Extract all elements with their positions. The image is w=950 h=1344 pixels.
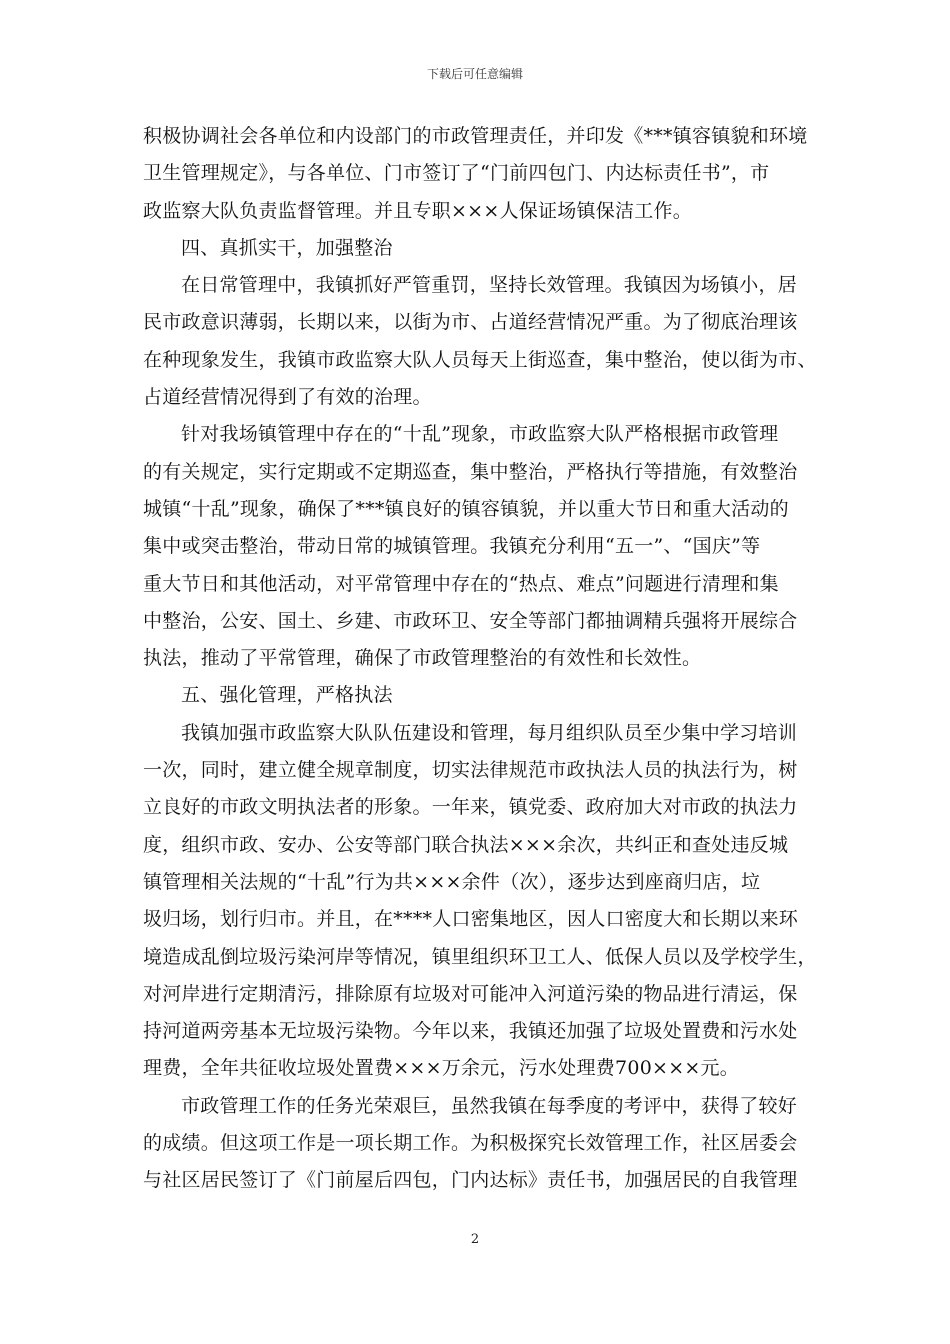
document-body	[143, 118, 823, 1200]
text-line: 城镇“十乱”现象，确保了***镇良好的镇容镇貌，并以重大节日和重大活动的	[143, 497, 789, 520]
text-line: 政监察大队负责监督管理。并且专职×××人保证场镇保洁工作。	[143, 199, 693, 222]
text-line: 镇管理相关法规的“十乱”行为共×××余件（次），逐步达到座商归店，垃	[143, 870, 761, 893]
text-line: 卫生管理规定》，与各单位、门市签订了“门前四包门、内达标责任书”，市	[143, 162, 770, 185]
text-line: 我镇加强市政监察大队队伍建设和管理，每月组织队员至少集中学习培训	[181, 721, 798, 744]
text-line: 度，组织市政、安办、公安等部门联合执法×××余次，共纠正和查处违反城	[143, 833, 789, 856]
text-line: 的成绩。但这项工作是一项长期工作。为积极探究长效管理工作，社区居委会	[143, 1132, 798, 1155]
text-line: 圾归场，划行归市。并且，在****人口密集地区，因人口密度大和长期以来环	[143, 908, 799, 931]
text-line: 的有关规定，实行定期或不定期巡查，集中整治，严格执行等措施，有效整治	[143, 460, 798, 483]
text-line: 五、强化管理，严格执法	[181, 684, 393, 707]
text-line: 在日常管理中，我镇抓好严管重罚，坚持长效管理。我镇因为场镇小，居	[181, 274, 798, 297]
text-line: 理费，全年共征收垃圾处置费×××万余元，污水处理费700×××元。	[143, 1057, 740, 1080]
text-line: 四、真抓实干，加强整治	[181, 236, 393, 259]
text-line: 占道经营情况得到了有效的治理。	[143, 386, 432, 409]
text-line: 执法，推动了平常管理，确保了市政管理整治的有效性和长效性。	[143, 647, 702, 670]
page-header: 下载后可任意编辑	[426, 67, 523, 81]
text-line: 在种现象发生，我镇市政监察大队人员每天上街巡查，集中整治，使以街为市、	[143, 348, 817, 371]
text-line: 针对我场镇管理中存在的“十乱”现象，市政监察大队严格根据市政管理	[181, 423, 779, 446]
text-line: 集中或突击整治，带动日常的城镇管理。我镇充分利用“五一”、“国庆”等	[143, 535, 761, 558]
text-line: 一次，同时，建立健全规章制度，切实法律规范市政执法人员的执法行为，树	[143, 759, 798, 782]
text-line: 与社区居民签订了《门前屋后四包，门内达标》责任书，加强居民的自我管理	[143, 1169, 798, 1192]
text-line: 积极协调社会各单位和内设部门的市政管理责任，并印发《***镇容镇貌和环境	[143, 125, 808, 147]
text-line: 中整治，公安、国土、乡建、市政环卫、安全等部门都抽调精兵强将开展综合	[143, 609, 798, 632]
text-line: 立良好的市政文明执法者的形象。一年来，镇党委、政府加大对市政的执法力	[143, 796, 798, 819]
page-number: 2	[470, 1232, 480, 1247]
text-line: 市政管理工作的任务光荣艰巨，虽然我镇在每季度的考评中，获得了较好	[181, 1094, 798, 1117]
text-line: 境造成乱倒垃圾污染河岸等情况，镇里组织环卫工人、低保人员以及学校学生，	[143, 945, 817, 968]
text-line: 民市政意识薄弱，长期以来，以街为市、占道经营情况严重。为了彻底治理该	[143, 311, 798, 334]
text-line: 对河岸进行定期清污，排除原有垃圾对可能冲入河道污染的物品进行清运，保	[143, 982, 798, 1005]
text-line: 持河道两旁基本无垃圾污染物。今年以来，我镇还加强了垃圾处置费和污水处	[143, 1020, 798, 1043]
text-line: 重大节日和其他活动，对平常管理中存在的“热点、难点”问题进行清理和集	[143, 572, 779, 595]
